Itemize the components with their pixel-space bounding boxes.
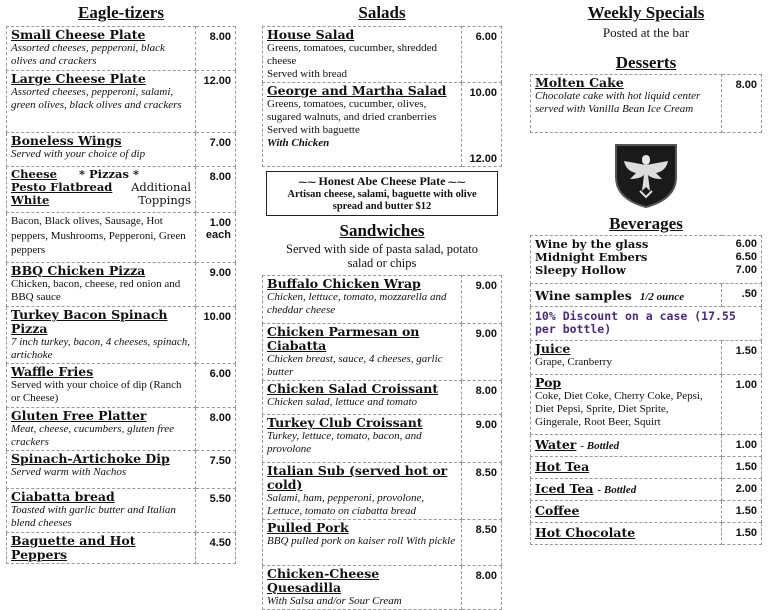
item-desc-2: Served with baguette	[267, 124, 360, 136]
item-desc: Toasted with garlic butter and Italian blend cheeses	[11, 504, 176, 529]
pizzas-row[interactable]	[7, 167, 236, 213]
item-price: 9.00	[462, 324, 502, 381]
menu-item[interactable]	[531, 479, 762, 501]
pizzas-title: * Pizzas *	[78, 167, 139, 181]
item-price: 1.50	[722, 501, 762, 523]
desserts-table	[530, 74, 762, 133]
wine-price: 6.00	[735, 238, 757, 250]
item-desc: Assorted cheeses, pepperoni, black olives and crackers	[11, 42, 165, 67]
menu-item[interactable]	[531, 435, 762, 457]
eagle-tizers-column	[6, 0, 236, 564]
item-price: 8.00	[722, 75, 762, 133]
samples-amount: 1/2 ounce	[639, 291, 685, 303]
item-desc: Chocolate cake with hot liquid center served with Vanilla Bean Ice Cream	[535, 90, 701, 115]
item-desc: Greens, tomatoes, cucumber, olives, sugared walnuts, and dried cranberries	[267, 98, 437, 123]
menu-item[interactable]	[263, 324, 502, 381]
item-price: 6.00	[196, 364, 236, 408]
item-name: BBQ Chicken Pizza	[11, 263, 146, 278]
pizza-additional: Additional	[131, 180, 191, 194]
item-price: 8.00	[196, 27, 236, 71]
menu-item[interactable]	[7, 133, 236, 167]
item-name: Large Cheese Plate	[11, 71, 146, 86]
menu-item[interactable]	[263, 27, 502, 83]
item-name: Italian Sub (served hot or cold)	[267, 463, 448, 492]
item-name: Hot Tea	[535, 459, 590, 474]
wine-price: 7.00	[735, 264, 757, 276]
honest-abe-box[interactable]	[266, 171, 498, 216]
honest-abe-title: ⁓⁓ Honest Abe Cheese Plate ⁓⁓	[298, 174, 466, 188]
sandwiches-heading: Sandwiches	[339, 221, 425, 240]
item-desc: Served with your choice of dip (Ranch or Cheese)	[11, 379, 182, 404]
menu-item[interactable]	[263, 566, 502, 610]
item-name: George and Martha Salad	[267, 83, 447, 98]
item-name: Boneless Wings	[11, 133, 122, 148]
item-price: 1.50	[722, 457, 762, 479]
menu-item[interactable]	[7, 533, 236, 564]
item-name: Chicken Salad Croissant	[267, 381, 439, 396]
beverages-heading: Beverages	[609, 214, 683, 233]
menu-item[interactable]	[7, 451, 236, 489]
menu-item[interactable]	[263, 381, 502, 415]
item-name: House Salad	[267, 27, 355, 42]
menu-item[interactable]	[7, 71, 236, 133]
item-price: 1.00	[722, 375, 762, 435]
with-chicken-price: 12.00	[469, 153, 497, 165]
item-name: Buffalo Chicken Wrap	[267, 276, 421, 291]
item-price: 7.50	[196, 451, 236, 489]
item-desc: Served with your choice of dip	[11, 148, 146, 160]
menu-item[interactable]	[263, 276, 502, 324]
item-desc: Served warm with Nachos	[11, 466, 127, 478]
item-price: 8.00	[462, 566, 502, 610]
item-name: Pop	[535, 375, 562, 390]
pizza-cheese: Cheese	[11, 167, 57, 181]
item-name: Pulled Pork	[267, 520, 349, 535]
item-price: 8.00	[196, 167, 236, 213]
menu-item[interactable]	[531, 375, 762, 435]
toppings-each: each	[205, 229, 231, 241]
menu-item[interactable]	[263, 83, 502, 167]
eagle-tizers-table	[6, 26, 236, 564]
item-name: Turkey Bacon Spinach Pizza	[11, 307, 168, 336]
item-desc: BBQ pulled pork on kaiser roll With pickle	[267, 535, 456, 547]
item-price: 6.00	[462, 27, 502, 83]
pizza-pesto: Pesto Flatbread	[11, 180, 113, 194]
item-price: 9.00	[196, 263, 236, 307]
item-desc: Meat, cheese, cucumbers, gluten free crackers	[11, 423, 175, 448]
menu-item[interactable]	[263, 520, 502, 566]
menu-item[interactable]	[7, 27, 236, 71]
item-price: 8.50	[462, 520, 502, 566]
item-note: - Bottled	[580, 440, 620, 452]
menu-item[interactable]	[7, 263, 236, 307]
menu-item[interactable]	[531, 457, 762, 479]
menu-item[interactable]	[531, 501, 762, 523]
item-name: Small Cheese Plate	[11, 27, 146, 42]
item-price: 4.50	[196, 533, 236, 564]
eagle-tizers-heading: Eagle-tizers	[78, 3, 164, 22]
menu-item[interactable]	[531, 341, 762, 375]
pizza-toppings: Toppings	[138, 193, 191, 207]
case-discount: 10% Discount on a case (17.55 per bottle)	[535, 309, 736, 336]
salads-table	[262, 26, 502, 167]
with-chicken-label: With Chicken	[267, 137, 330, 149]
item-desc: Grape, Cranberry	[535, 356, 612, 368]
item-price: 2.00	[722, 479, 762, 501]
item-name: Gluten Free Platter	[11, 408, 147, 423]
wine-name: Sleepy Hollow	[535, 263, 626, 277]
honest-abe-desc: Artisan cheese, salami, baguette with olive spread and butter $12	[287, 189, 477, 212]
item-desc: With Salsa and/or Sour Cream	[267, 595, 402, 607]
specials-column	[530, 0, 762, 545]
item-desc: Chicken breast, sauce, 4 cheeses, garlic butter	[267, 353, 443, 378]
menu-item[interactable]	[531, 523, 762, 545]
menu-item[interactable]	[7, 489, 236, 533]
item-name: Spinach-Artichoke Dip	[11, 451, 170, 466]
item-desc: 7 inch turkey, bacon, 4 cheeses, spinach, artichoke	[11, 336, 191, 361]
samples-label: Wine samples	[535, 288, 632, 303]
menu-item[interactable]	[7, 364, 236, 408]
item-name: Waffle Fries	[11, 364, 94, 379]
item-name: Molten Cake	[535, 75, 624, 90]
item-desc: Chicken, lettuce, tomato, mozzarella and cheddar cheese	[267, 291, 447, 316]
item-name: Ciabatta bread	[11, 489, 115, 504]
item-price: 12.00	[196, 71, 236, 133]
item-name: Chicken-Cheese Quesadilla	[267, 566, 380, 595]
item-price: 7.00	[196, 133, 236, 167]
item-name: Water	[535, 437, 577, 452]
item-desc: Coke, Diet Coke, Cherry Coke, Pepsi, Diet Pepsi, Sprite, Diet Sprite, Gingerale, Root Beer, Squirt	[535, 390, 703, 428]
desserts-heading: Desserts	[615, 53, 677, 72]
sandwiches-table	[262, 275, 502, 610]
item-price: 9.00	[462, 415, 502, 463]
eagle-crest-icon	[612, 141, 680, 209]
beverages-table	[530, 235, 762, 545]
item-note: - Bottled	[597, 484, 637, 496]
item-price: 1.00	[722, 435, 762, 457]
menu-item[interactable]	[531, 75, 762, 133]
item-name: Turkey Club Croissant	[267, 415, 423, 430]
wine-row[interactable]	[531, 236, 762, 284]
menu-item[interactable]	[263, 415, 502, 463]
wine-name: Wine by the glass	[535, 237, 649, 251]
salads-heading: Salads	[358, 3, 406, 22]
item-price: 10.00	[196, 307, 236, 364]
salads-sandwiches-column	[262, 0, 502, 610]
item-price: 1.50	[722, 523, 762, 545]
toppings-price: 1.00	[209, 217, 231, 229]
item-price: 8.50	[462, 463, 502, 520]
discount-row	[531, 307, 762, 341]
menu-item[interactable]	[263, 463, 502, 520]
item-name: Juice	[535, 341, 571, 356]
menu-item[interactable]	[7, 408, 236, 451]
toppings-desc: Bacon, Black olives, Sausage, Hot peppers, Mushrooms, Pepperoni, Green peppers	[11, 215, 186, 256]
item-price: 1.50	[722, 341, 762, 375]
item-name: Hot Chocolate	[535, 525, 636, 540]
wine-samples-row[interactable]	[531, 284, 762, 307]
item-price: 9.00	[462, 276, 502, 324]
item-name: Chicken Parmesan on Ciabatta	[267, 324, 420, 353]
item-desc: Chicken, bacon, cheese, red onion and BBQ sauce	[11, 278, 181, 303]
wine-name: Midnight Embers	[535, 250, 648, 264]
item-desc: Greens, tomatoes, cucumber, shredded cheese	[267, 42, 438, 67]
item-desc-2: Served with bread	[267, 68, 348, 80]
item-desc: Chicken salad, lettuce and tomato	[267, 396, 417, 408]
item-name: Iced Tea	[535, 481, 594, 496]
sandwiches-sub: Served with side of pasta salad, potato salad or chips	[286, 242, 478, 270]
item-name: Coffee	[535, 503, 580, 518]
item-desc: Salami, ham, pepperoni, provolone, Lettuce, tomato on ciabatta bread	[267, 492, 425, 517]
item-price: 8.00	[196, 408, 236, 451]
menu-item[interactable]	[7, 307, 236, 364]
item-price: 10.00	[469, 87, 497, 99]
eagle-shield-logo	[530, 141, 762, 209]
item-name: Baguette and Hot Peppers	[11, 533, 136, 562]
item-price: 5.50	[196, 489, 236, 533]
pizza-white: White	[11, 193, 50, 207]
weekly-specials-sub: Posted at the bar	[602, 25, 690, 40]
wine-price: 6.50	[735, 251, 757, 263]
item-desc: Turkey, lettuce, tomato, bacon, and provolone	[267, 430, 422, 455]
weekly-specials-heading: Weekly Specials	[587, 3, 705, 22]
samples-price: .50	[722, 284, 762, 307]
item-price: 8.00	[462, 381, 502, 415]
item-desc: Assorted cheeses, pepperoni, salami, green olives, black olives and crackers	[11, 86, 182, 111]
toppings-row[interactable]	[7, 213, 236, 263]
